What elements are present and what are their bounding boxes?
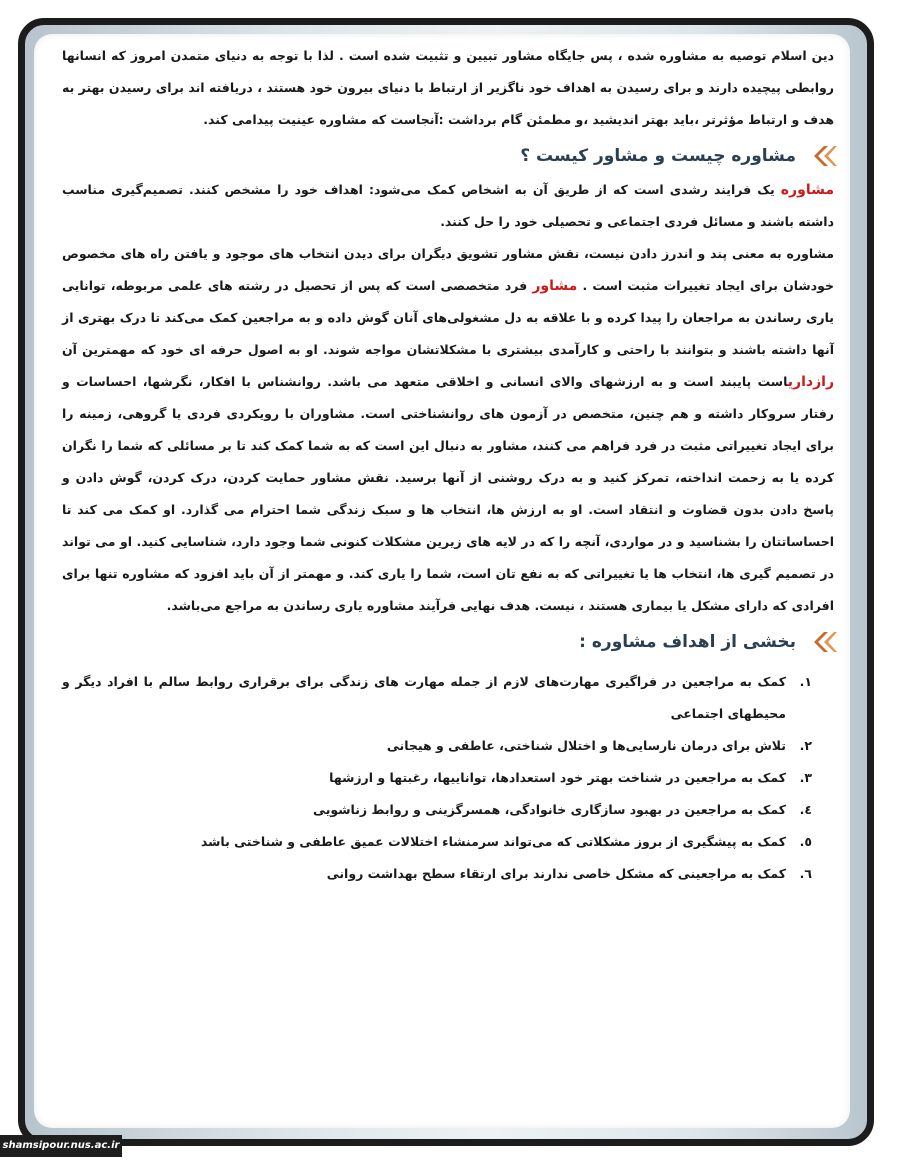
highlight-term: مشاوره: [780, 182, 834, 198]
item-text: کمک به مراجعینی که مشکل خاصی ندارند برای ارتقاء سطح بهداشت روانی: [326, 866, 786, 881]
list-item: [62, 762, 812, 794]
definition-paragraph: [62, 174, 834, 238]
list-item: [62, 794, 812, 826]
section-heading-goals: [62, 624, 834, 660]
goals-list: [62, 666, 834, 890]
definition-text: یک فرایند رشدی است که از طریق آن به اشخاص کمک می‌شود: اهداف خود را مشخص کنند. تصمیم‌گیری مناسب داشته باشند و مسائل فردی اجتماعی و تحصیلی خود را حل کنند.: [62, 182, 834, 229]
list-item: [62, 666, 812, 730]
item-text: کمک به مراجعین در شناخت بهتر خود استعدادها، تواناییها، رغبتها و ارزشها: [329, 770, 786, 785]
chevron-bullet-icon: [810, 144, 838, 168]
item-number: ٥.: [799, 834, 812, 849]
item-number: ۱.: [799, 674, 812, 689]
item-text: کمک به پیشگیری از بروز مشکلاتی که می‌تواند سرمنشاء اختلالات عمیق عاطفی و شناختی باشد: [200, 834, 786, 849]
site-url-watermark: shamsipour.nus.ac.ir: [0, 1135, 122, 1157]
highlight-term: مشاور: [532, 278, 578, 294]
item-number: ۳.: [799, 770, 812, 785]
item-number: ٤.: [799, 802, 812, 817]
intro-paragraph: دین اسلام توصیه به مشاوره شده ، پس جایگاه مشاور تبیین و تثبیت شده است . لذا با توجه به دنیای متمدن امروز که انسانها روابطی پیچیده دارند و برای رسیدن به اهداف خود ناگزیر از ارتباط با دنیای بیرون خود هستند ، دریافته اند برای رسیدن بهتر به هدف و ارتباط مؤثرتر ،باید بهتر اندیشید ،و مطمئن گام برداشت :آنجاست که مشاوره عینیت پیدامی کند.: [62, 48, 834, 127]
chevron-bullet-icon: [810, 630, 838, 654]
heading-text: بخشی از اهداف مشاوره :: [579, 632, 796, 652]
document-content: [62, 40, 834, 890]
item-text: تلاش برای درمان نارسایی‌ها و اختلال شناختی، عاطفی و هیجانی: [386, 738, 786, 753]
body-text-b: فرد متخصصی است که پس از تحصیل در رشته های علمی مربوطه، توانایی یاری رساندن به مراجعان را پیدا کرده و با علاقه به دل مشغولی‌های آنان گوش داده و به مراجعین کمک می‌کند تا درک بهتری از آنها داشته باشند و بتوانند با راحتی و کارآمدی بیشتری با مشکلاتشان مواجه شوند. او به اصول حرفه ای خود که مهمترین آن: [62, 278, 834, 357]
heading-text: مشاوره چیست و مشاور کیست ؟: [520, 146, 796, 166]
list-item: [62, 826, 812, 858]
body-paragraph: [62, 238, 834, 622]
section-heading-what-is: [62, 138, 834, 174]
item-number: ٦.: [799, 866, 812, 881]
item-number: ۲.: [799, 738, 812, 753]
highlight-term: رازداری: [787, 374, 834, 390]
list-item: [62, 858, 812, 890]
item-text: کمک به مراجعین در فراگیری مهارت‌های لازم از جمله مهارت های زندگی برای برقراری روابط سالم با افراد دیگر و محیطهای اجتماعی: [62, 674, 786, 721]
list-item: [62, 730, 812, 762]
item-text: کمک به مراجعین در بهبود سازگاری خانوادگی، همسرگزینی و روابط زناشویی: [313, 802, 786, 817]
body-text-a: مشاوره به معنی پند و اندرز دادن نیست، نقش مشاور تشویق دیگران برای دیدن انتخاب های موجود و یافتن راه های مخصوص خودشان برای ایجاد تغییرات مثبت است .: [62, 246, 834, 293]
body-text-c: است پایبند است و به ارزشهای والای انسانی و اخلاقی متعهد می باشد. روانشناس با افکار، نگرشها، احساسات و رفتار سروکار داشته و هم چنین، متخصص در آزمون های روانشناختی است. مشاوران با رویکردی فردی یا گروهی، زمینه را برای ایجاد تغییراتی مثبت در فرد فراهم می کنند، مشاور به دنبال این است که به شما کمک کند تا بر مسائلی که شما را نگران کرده یا به زحمت انداخته، تمرکز کنید و به درک روشنی از آنها برسید. نقش مشاور حمایت کردن، درک کردن، گوش دادن و پاسخ دادن بدون قضاوت و انتقاد است. او به ارزش ها، انتخاب ها و سبک زندگی شما احترام می گذارد. او کمک می کند تا احساساتتان را بشناسید و در مواردی، آنچه را که در لایه های زیرین مشکلات کنونی شما وجود دارد، شناسایی کنید. او می تواند در تصمیم گیری ها، انتخاب ها یا تغییراتی که به نفع تان است، شما را یاری کند. و مهمتر از آن باید افزود که مشاوره تنها برای افرادی که دارای مشکل یا بیماری هستند ، نیست. هدف نهایی فرآیند مشاوره یاری رساندن به مراجع می‌باشد.: [62, 374, 834, 613]
